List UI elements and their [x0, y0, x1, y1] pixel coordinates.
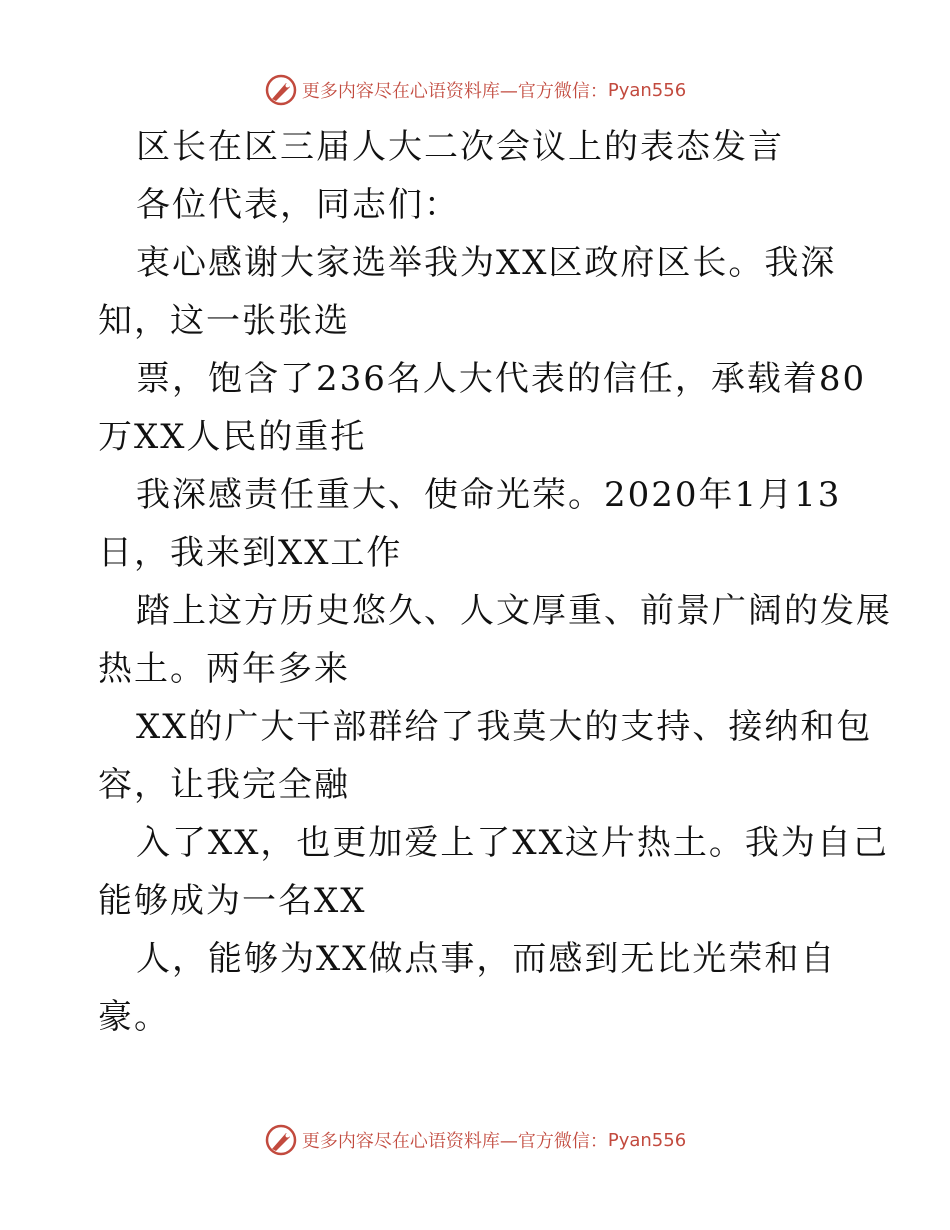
- document-body: [98, 125, 892, 1040]
- paragraph-line: 踏上这方历史悠久、人文厚重、前景广阔的发展: [136, 591, 892, 631]
- footer-wechat-label: —官方微信：: [499, 1131, 608, 1152]
- document-title: 区长在区三届人大二次会议上的表态发言: [136, 127, 784, 167]
- paragraph-line: 人，能够为XX做点事，而感到无比光荣和自: [136, 939, 837, 979]
- paragraph-line: 我深感责任重大、使命光荣。2020年1月13: [136, 475, 842, 515]
- paragraph-line: 知，这一张张选: [98, 301, 350, 341]
- header-brand-text: 更多内容尽在心语资料库: [301, 81, 500, 102]
- header-banner: [0, 72, 950, 108]
- paragraph-line: XX的广大干部群给了我莫大的支持、接纳和包: [136, 707, 873, 747]
- footer-wechat-id: Pyan556: [607, 1129, 687, 1151]
- header-wechat-id: Pyan556: [607, 79, 687, 101]
- paragraph-line: 衷心感谢大家选举我为XX区政府区长。我深: [136, 243, 837, 283]
- paragraph-line: 豪。: [98, 997, 170, 1037]
- paragraph-line: 日，我来到XX工作: [98, 533, 403, 573]
- paragraph-line: 入了XX，也更加爱上了XX这片热土。我为自己: [136, 823, 889, 863]
- footer-banner: [0, 1122, 950, 1158]
- paragraph-line: 票，饱含了236名人大代表的信任，承载着80: [136, 359, 867, 399]
- salutation: 各位代表，同志们：: [136, 185, 460, 225]
- pen-nib-logo-icon: [264, 1123, 298, 1157]
- paragraph-line: 热土。两年多来: [98, 649, 350, 689]
- pen-nib-logo-icon: [264, 73, 298, 107]
- footer-brand-text: 更多内容尽在心语资料库: [301, 1131, 500, 1152]
- header-wechat-label: —官方微信：: [499, 81, 608, 102]
- paragraph-line: 能够成为一名XX: [98, 881, 367, 921]
- paragraph-line: 万XX人民的重托: [98, 417, 367, 457]
- paragraph-line: 容，让我完全融: [98, 765, 350, 805]
